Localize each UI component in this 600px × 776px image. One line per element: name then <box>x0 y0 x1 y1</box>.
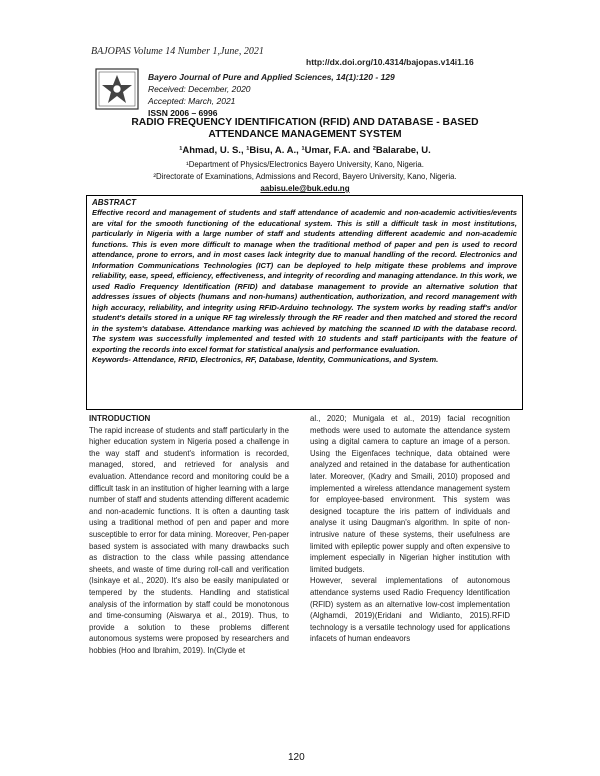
keywords: Keywords- Attendance, RFID, Electronics, RF, Database, Identity, Communications, and System. <box>92 355 439 364</box>
left-column <box>89 413 289 656</box>
page-number: 120 <box>288 752 305 763</box>
journal-info <box>148 71 395 119</box>
introduction-heading: INTRODUCTION <box>89 414 151 423</box>
abstract-body: Effective record and management of students and staff attendance of academic and non-academic activities/events are vital for the smooth functioning of the educational system. This is still a difficult task in most institutions, particularly in Nigeria with a large number of staff and students attending different academic and non-academic functions. This is even more difficult to manage when the traditional method of paper and pen is used to record attendance, prone to errors, and in most cases lack integrity due to manual handling of the record. Electronics and Information Communications Technologies (ICT) can be deployed to help mitigate these problems and improve reliability, ease, speed, efficiency, effectiveness, and integrity of recording and managing attendance. In this work, we used Radio Frequency Identification (RFID) and database management to provide an alternative solution that addresses issues of objects (humans and non-humans) authentication, authorization, and record management with high accuracy, reliability, and integrity using RFID-Arduino technology. The system works by reading staff's and/or student's details stored in a unique RF tag wirelessly through the RF reader and then matched and stored the record in the system's database. Attendance marking was achieved by matching the scanned ID with the database record. The system was successfully implemented and tested with 10 students and staff participants with the feature of exporting the records into excel format for statistical analysis and performance evaluation. <box>92 208 517 354</box>
journal-seal-icon <box>95 68 139 110</box>
abstract-heading: ABSTRACT <box>92 198 136 207</box>
accepted-date: Accepted: March, 2021 <box>148 96 236 106</box>
issn: ISSN 2006 – 6996 <box>148 108 218 118</box>
journal-running-head: BAJOPAS Volume 14 Number 1,June, 2021 <box>91 46 264 57</box>
right-column <box>310 413 510 645</box>
abstract-box <box>86 195 523 410</box>
title-line-2: ATTENDANCE MANAGEMENT SYSTEM <box>208 129 402 140</box>
received-date: Received: December, 2020 <box>148 84 251 94</box>
journal-name: Bayero Journal of Pure and Applied Sciences, 14(1):120 - 129 <box>148 72 395 82</box>
affiliation-1: ¹Department of Physics/Electronics Bayero University, Kano, Nigeria. <box>186 160 424 169</box>
article-title <box>94 117 516 141</box>
intro-paragraph-right-1: al., 2020; Munigala et al., 2019) facial recognition methods were used to automate the attendance system using a digital camera to capture an image of a person. Using the Eigenfaces technique, data obtained were analyzed and retained in the database for authentication later. Moreover, (Kadry and Smaili, 2010) proposed and implemented a wireless attendance management system for employee-based environment. This system was designed tocapture the iris pattern of individuals and analyse it using Daugman's algorithm. In spite of non-intrusive nature of these systems, their usefulness are limited with epileptic power supply and often expensive to implement especially in Nigerian higher institution with limited budgets. <box>310 414 510 574</box>
doi-link[interactable]: http://dx.doi.org/10.4314/bajopas.v14i1.16 <box>306 57 474 67</box>
affiliation-2: ²Directorate of Examinations, Admissions and Record, Bayero University, Kano, Nigeria. <box>153 172 457 181</box>
author-list: ¹Ahmad, U. S., ¹Bisu, A. A., ¹Umar, F.A. and ²Balarabe, U. <box>179 145 431 156</box>
intro-paragraph-left: The rapid increase of students and staff particularly in the higher education system in Nigeria posed a challenge in the way staff and student's information is recorded, managed, stored, and retrieved for analysis and evaluation. Attendance record and monitoring could be a difficult task in an institution of higher learning with a large number of staff and students attending different academic and non-academic functions. It is often a daunting task using a traditional method of pen and paper and more susceptible to error for data mining. Moreover, Pen-paper based system is associated with many drawbacks such as distraction to the class while passing attendance sheets, and waste of time during roll-call and verification (Isinkaye et al., 2020). It's also be easily manipulated or tempered by the students. Handling and statistical analysis of the information by staff could be monotonous and time-consuming (Aiswarya et al., 2019). Thus, to provide a solution to these problems different autonomous systems were proposed by researchers and hobbies (Hoo and Ibrahim, 2019). In(Clyde et <box>89 425 289 655</box>
corresponding-email[interactable]: aabisu.ele@buk.edu.ng <box>260 184 350 193</box>
intro-paragraph-right-2: However, several implementations of autonomous attendance systems used Radio Frequency Identification (RFID) system as an alternative low-cost implementation (Alghamdi, 2019)(Eridani and Widianto, 2015).RFID technology is a versatile technology used for applications infacets of human endeavors <box>310 576 510 644</box>
title-line-1: RADIO FREQUENCY IDENTIFICATION (RFID) AND DATABASE - BASED <box>131 117 479 128</box>
